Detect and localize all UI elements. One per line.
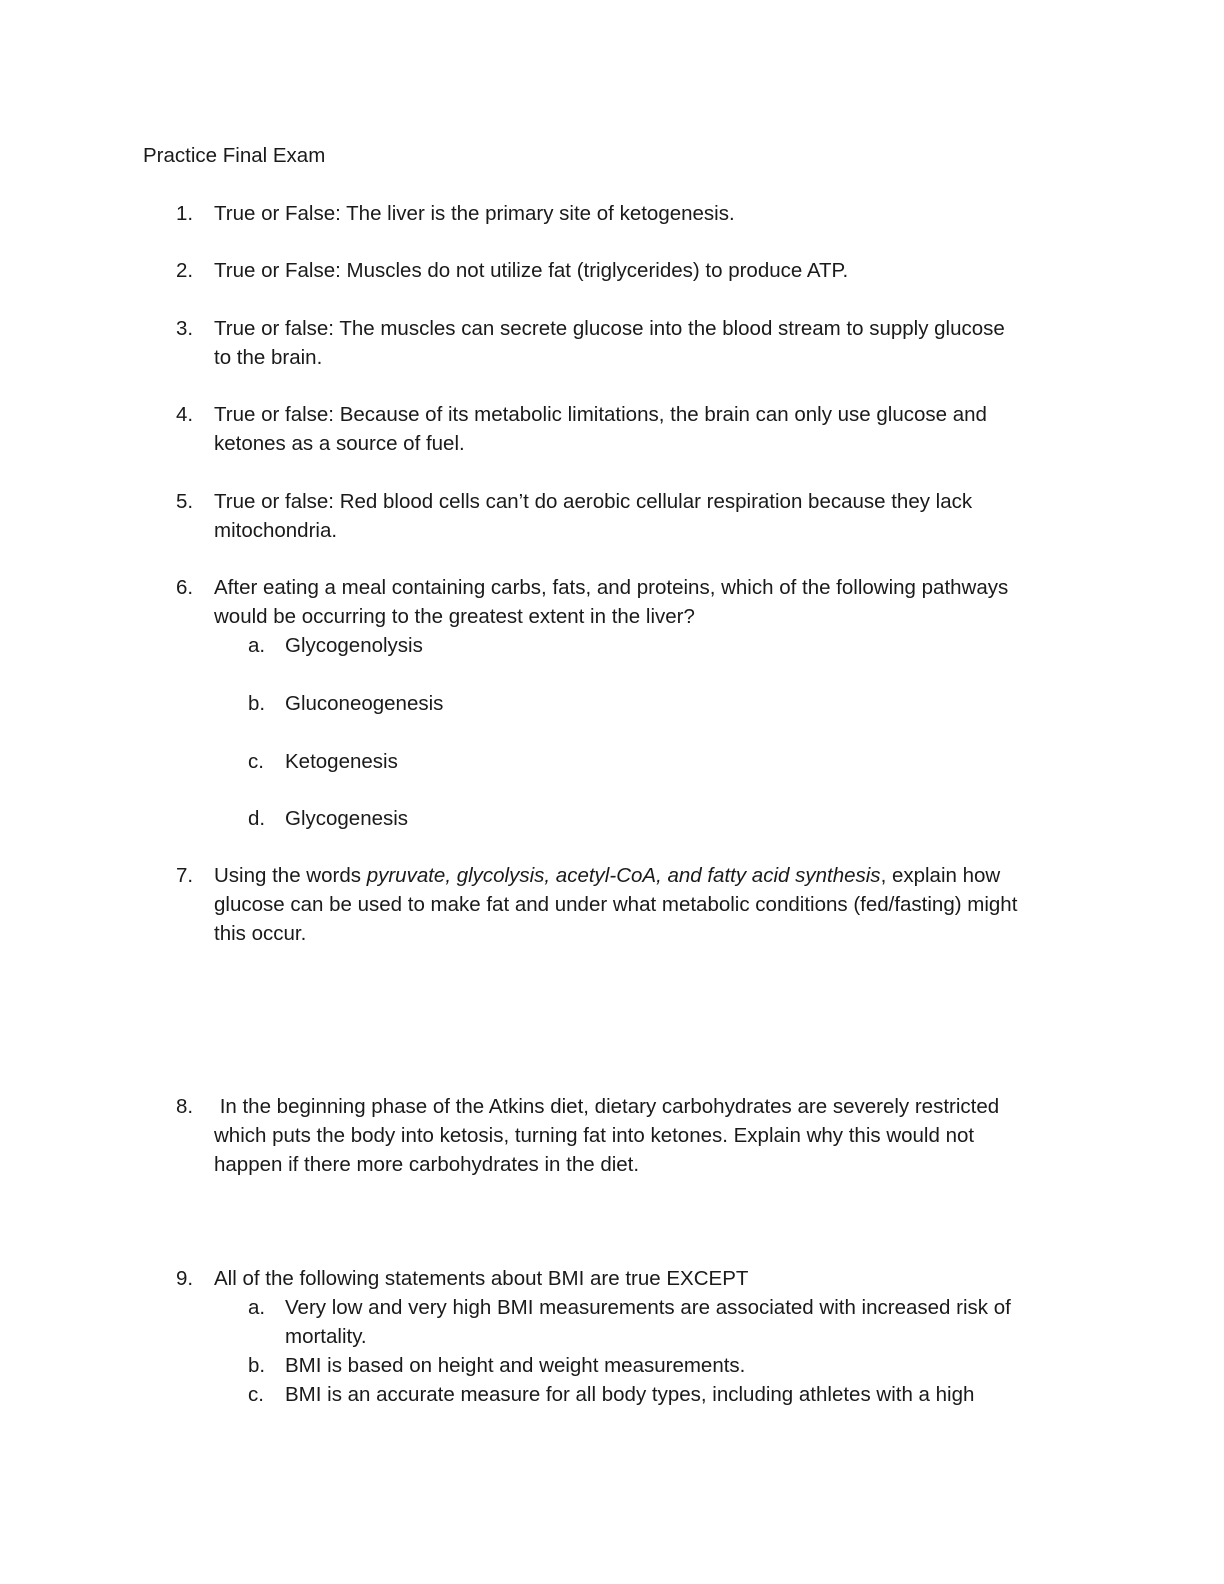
option-text-line: mortality.	[285, 1325, 367, 1348]
option-letter: d.	[248, 807, 266, 830]
question-text-line: this occur.	[214, 922, 307, 945]
question-text: All of the following statements about BMI are true EXCEPT	[214, 1267, 749, 1290]
question-text	[214, 1092, 1074, 1179]
option-text	[285, 1293, 1075, 1351]
option-text: Ketogenesis	[285, 750, 398, 773]
question-text-line: would be occurring to the greatest extent in the liver?	[214, 605, 695, 628]
option-text: BMI is an accurate measure for all body types, including athletes with a high	[285, 1383, 975, 1406]
question-number: 5.	[176, 490, 194, 513]
question-text-line: to the brain.	[214, 346, 323, 369]
question-number: 9.	[176, 1267, 194, 1290]
question-text	[214, 487, 1074, 545]
question-number: 1.	[176, 202, 194, 225]
question-text	[214, 861, 1074, 948]
question-number: 2.	[176, 259, 194, 282]
question-text-line: mitochondria.	[214, 519, 338, 542]
option-letter: a.	[248, 1296, 266, 1319]
question-number: 6.	[176, 576, 194, 599]
question-text-line: In the beginning phase of the Atkins diet, dietary carbohydrates are severely restricted	[214, 1095, 1000, 1118]
question-text: True or False: Muscles do not utilize fat (triglycerides) to produce ATP.	[214, 259, 849, 282]
question-text	[214, 573, 1074, 631]
question-number: 4.	[176, 403, 194, 426]
question-text-line: True or false: Red blood cells can’t do aerobic cellular respiration because they lack	[214, 490, 973, 513]
question-text-line: glucose can be used to make fat and under what metabolic conditions (fed/fasting) might	[214, 893, 1018, 916]
option-letter: a.	[248, 634, 266, 657]
question-text-line: True or false: The muscles can secrete glucose into the blood stream to supply glucose	[214, 317, 1005, 340]
question-number: 3.	[176, 317, 194, 340]
option-text: Gluconeogenesis	[285, 692, 444, 715]
option-letter: b.	[248, 1354, 266, 1377]
question-text-line: After eating a meal containing carbs, fats, and proteins, which of the following pathways	[214, 576, 1009, 599]
question-number: 8.	[176, 1095, 194, 1118]
option-letter: b.	[248, 692, 266, 715]
option-letter: c.	[248, 750, 264, 773]
option-letter: c.	[248, 1383, 264, 1406]
question-number: 7.	[176, 864, 194, 887]
option-text: Glycogenesis	[285, 807, 409, 830]
question-text-italic: pyruvate, glycolysis, acetyl-CoA, and fatty acid synthesis	[366, 864, 881, 887]
question-text-line: ketones as a source of fuel.	[214, 432, 465, 455]
question-text: True or False: The liver is the primary site of ketogenesis.	[214, 202, 735, 225]
option-text-line: Very low and very high BMI measurements are associated with increased risk of	[285, 1296, 1011, 1319]
question-text-pre: Using the words	[214, 864, 367, 887]
question-text-line: True or false: Because of its metabolic limitations, the brain can only use glucose and	[214, 403, 987, 426]
question-text	[214, 400, 1074, 458]
option-text: Glycogenolysis	[285, 634, 423, 657]
question-text-post: , explain how	[880, 864, 1001, 887]
question-text-line: happen if there more carbohydrates in the diet.	[214, 1153, 640, 1176]
question-text-line: which puts the body into ketosis, turning fat into ketones. Explain why this would not	[214, 1124, 975, 1147]
page-title: Practice Final Exam	[143, 144, 326, 167]
question-text-line	[214, 861, 1074, 890]
option-text: BMI is based on height and weight measurements.	[285, 1354, 746, 1377]
question-text	[214, 314, 1074, 372]
